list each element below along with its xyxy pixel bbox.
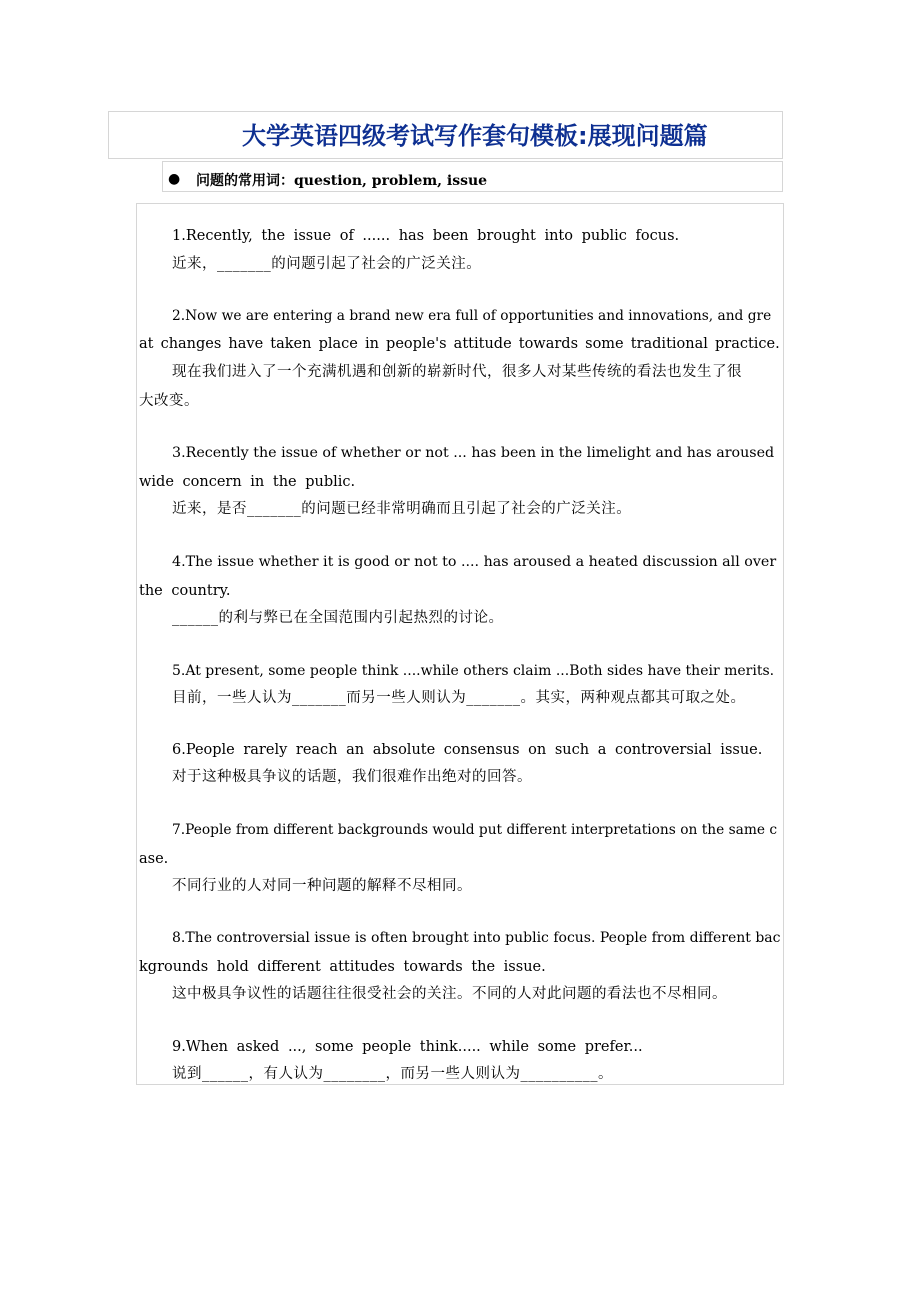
item-5-english-line-1: 5.At present, some people think ....while others claim ...Both sides have their merits.	[172, 663, 775, 679]
item-4-english-line-1: 4.The issue whether it is good or not to .... has aroused a heated discussion all over	[172, 554, 777, 570]
item-1-chinese-line-1: 近来，_______的问题引起了社会的广泛关注。	[172, 256, 482, 272]
item-4-english-line-2: the country.	[139, 583, 231, 599]
item-2-chinese-line-1: 现在我们进入了一个充满机遇和创新的崭新时代，很多人对某些传统的看法也发生了很	[172, 364, 742, 380]
item-5-chinese-line-1: 目前，一些人认为_______而另一些人则认为_______。其实，两种观点都其可取之处。	[172, 690, 746, 706]
item-3-chinese-line-1: 近来，是否_______的问题已经非常明确而且引起了社会的广泛关注。	[172, 501, 632, 517]
item-7-english-line-1: 7.People from different backgrounds would put different interpretations on the same c	[172, 822, 778, 838]
item-7-english-line-2: ase.	[139, 851, 169, 867]
item-9-chinese-line-1: 说到______，有人认为________，而另一些人则认为__________。	[172, 1066, 613, 1082]
bullet-icon: ●	[168, 171, 181, 187]
item-7-chinese-line-1: 不同行业的人对同一种问题的解释不尽相同。	[172, 878, 472, 894]
item-2-chinese-line-2: 大改变。	[139, 393, 199, 409]
item-8-english-line-2: kgrounds hold different attitudes towards the issue.	[139, 959, 546, 975]
item-3-english-line-1: 3.Recently the issue of whether or not ... has been in the limelight and has aroused	[172, 445, 775, 461]
item-2-english-line-1: 2.Now we are entering a brand new era full of opportunities and innovations, and gre	[172, 308, 772, 324]
item-8-english-line-1: 8.The controversial issue is often brought into public focus. People from different bac	[172, 930, 781, 946]
item-6-chinese-line-1: 对于这种极具争议的话题，我们很难作出绝对的回答。	[172, 769, 532, 785]
item-6-english-line-1: 6.People rarely reach an absolute consensus on such a controversial issue.	[172, 742, 763, 758]
item-4-chinese-line-1: ______的利与弊已在全国范围内引起热烈的讨论。	[172, 610, 504, 626]
item-2-english-line-2: at changes have taken place in people's attitude towards some traditional practice.	[139, 336, 780, 352]
item-3-english-line-2: wide concern in the public.	[139, 474, 356, 490]
item-1-english-line-1: 1.Recently, the issue of ...... has been brought into public focus.	[172, 228, 680, 244]
item-9-english-line-1: 9.When asked ..., some people think..... while some prefer...	[172, 1039, 643, 1055]
subheading-text: 问题的常用词：question, problem, issue	[196, 173, 488, 189]
item-8-chinese-line-1: 这中极具争议性的话题往往很受社会的关注。不同的人对此问题的看法也不尽相同。	[172, 986, 727, 1002]
page-title: 大学英语四级考试写作套句模板:展现问题篇	[242, 122, 708, 150]
